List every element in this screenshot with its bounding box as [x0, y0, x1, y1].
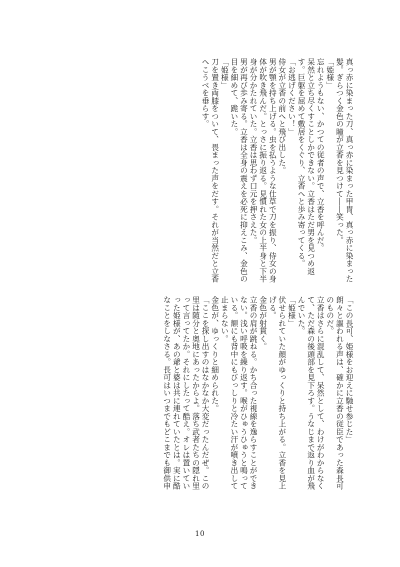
lower-text-block: 「この長可、姫様をお迎えに馳せ参じた」 朗々と謳われる声は、確かに立香の従臣であった森長可のものだ。 立香はさらに混乱して、呆然として、わけがわからなくて、ただ森の後頭部を見下ろす。うなじまで返り血が飛んでいた。 「姫様」 伏せられていた顔がゆっくりと持ち上がる。立香を見上げる。 金色が射貫く。 立香の肩が跳ねる。かち合った視線を逸らすことができない。浅い呼吸を繰り返す。喉がひゅうひゅうと鳴っている。額にも背中にもびっしりと冷たい汗が噴き出して止まらない。 金色が、ゆっくりと細められた。 「ここを探し出すのはなかなか大変だったんだぜ。この里は随分と奥地にあったからよ。落ち武者たちの隠れ里って言ってたか。それにしたって酷え。オレは置いていった姫様が、あの爺と婆は共に連れていたとは。実に酷なことをしなさる。長可はいつまでもどこまでも御供申	[162, 296, 354, 490]
upper-text-block: 真っ赤に染まった刀、真っ赤に染まった甲冑、真っ赤に染まった髪。ぎらつく金色の瞳が立香を見つけて――笑った。 「姫様」 忘れようもない、かつての従者の声で、立香を呼んだ。 呆然と立ち尽くすことしかできない。立香はただ男を見つめ返す。巨躯を屈めて敷居をくぐり、立香へと歩み寄ってくる。 「お逃げください！」 侍女が立香の前へと飛び出した。 男が顎を持ち上げる。虫を払うような仕草で刀を振り、侍女の身体が吹き飛んだ。とっさに振り返る。見慣れた女の上半身と下半身が分かたれていた。立香は思わず口元を押さえた。 男が再び歩み寄る。立香は全身の震えを必死に抑えこみ、金色の目を細めて、跪いた。 「姫様」 刀を置き両膝をついて、畏まった声をだす。それが当然だと立香へこうべを垂らす。	[201, 58, 354, 283]
page-number: 10	[195, 530, 205, 538]
